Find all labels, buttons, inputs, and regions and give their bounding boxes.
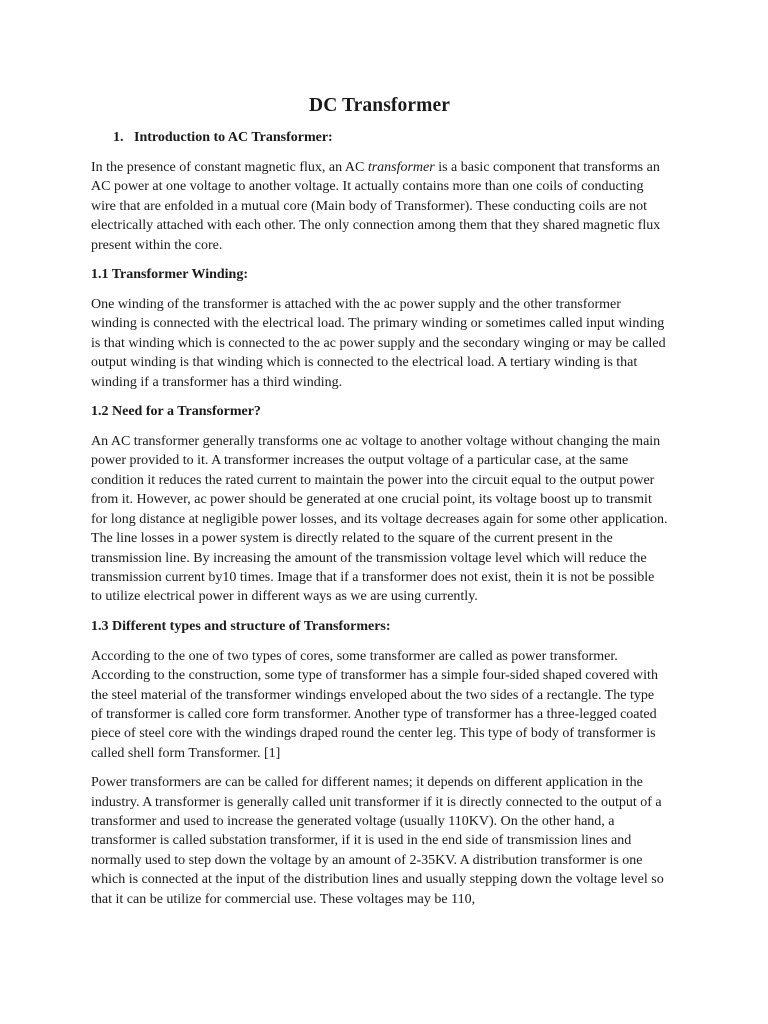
- section-heading-text: Introduction to AC Transformer:: [134, 130, 333, 145]
- section-heading-types: 1.3 Different types and structure of Transformers:: [91, 618, 391, 634]
- section-number: 1.: [113, 130, 124, 145]
- intro-text-emphasis: transformer: [367, 160, 435, 175]
- types-paragraph-1: According to the one of two types of cores, some transformer are called as power transformer. According to the construction, some type of transformer has a simple four-sided shaped covered with the steel material of the transformer windings enveloped about the two sides of a rectangle. The type of transformer is called core form transformer. Another type of transformer has a three-legged coated piece of steel core with the windings draped round the center leg. This type of body of transformer is called shell form Transformer. [1]: [91, 648, 658, 761]
- document-title: DC Transformer: [309, 95, 450, 116]
- winding-paragraph: One winding of the transformer is attached with the ac power supply and the other transformer winding is connected with the electrical load. The primary winding or sometimes called input winding is that winding which is connected to the ac power supply and the secondary winging or may be called output winding is that winding which is connected to the electrical load. A tertiary winding is that winding if a transformer has a third winding.: [91, 297, 666, 390]
- need-paragraph: An AC transformer generally transforms one ac voltage to another voltage without changing the main power provided to it. A transformer increases the output voltage of a particular case, at the same condition it reduces the rated current to maintain the power into the circuit equal to the output power from it. However, ac power should be generated at one crucial point, its voltage boost up to transmit for long distance at negligible power losses, and its voltage decreases again for some other application. The line losses in a power system is directly related to the square of the current present in the transmission line. By increasing the amount of the transmission voltage level which will reduce the transmission current by10 times. Image that if a transformer does not exist, thein it is not be possible to utilize electrical power in different ways as we are using currently.: [91, 434, 668, 605]
- section-heading-intro: [91, 128, 668, 148]
- intro-text-before: In the presence of constant magnetic flux, an AC: [91, 160, 368, 175]
- intro-paragraph: [91, 158, 668, 255]
- intro-text-after: is a basic component that transforms an AC power at one voltage to another voltage. It actually contains more than one coils of conducting wire that are enfolded in a mutual core (Main body of Transformer). These conducting coils are not electrically attached with each other. The only connection among them that they shared magnetic flux present within the core.: [91, 160, 661, 253]
- types-paragraph-2: Power transformers are can be called for different names; it depends on different application in the industry. A transformer is generally called unit transformer if it is directly connected to the output of a transformer and used to increase the generated voltage (usually 110KV). On the other hand, a transformer is called substation transformer, if it is used in the end side of transmission lines and normally used to step down the voltage by an amount of 2-35KV. A distribution transformer is one which is connected at the input of the distribution lines and usually stepping down the voltage level so that it can be utilize for commercial use. These voltages may be 110,: [91, 775, 664, 907]
- section-heading-winding: 1.1 Transformer Winding:: [91, 267, 249, 283]
- section-heading-need: 1.2 Need for a Transformer?: [91, 404, 261, 420]
